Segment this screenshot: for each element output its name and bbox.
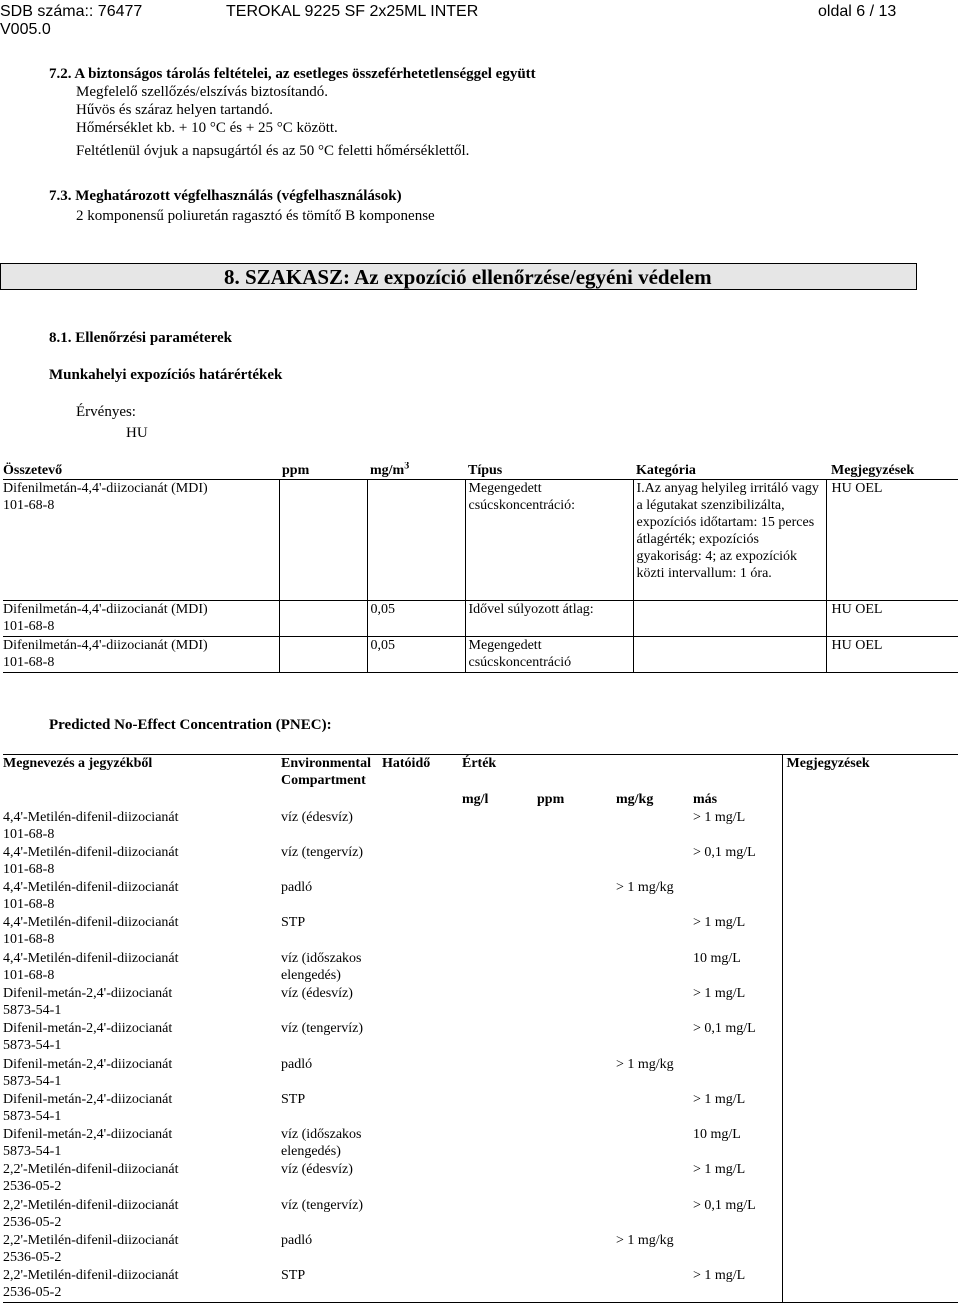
col-other: más	[690, 791, 782, 809]
substance-cell	[3, 844, 275, 879]
notes-cell	[782, 1197, 958, 1232]
compartment-cell: víz (édesvíz)	[281, 1162, 353, 1178]
notes-cell	[782, 950, 958, 985]
time-cell	[379, 1126, 458, 1161]
time-cell	[379, 950, 458, 985]
notes-cell	[782, 1161, 958, 1196]
oel-header-row	[3, 462, 958, 480]
component-cas: 101-68-8	[3, 498, 55, 513]
substance-cas: 101-68-8	[3, 967, 55, 983]
other-cell: > 1 mg/L	[690, 1267, 782, 1302]
pnec-heading: Predicted No-Effect Concentration (PNEC):	[49, 717, 332, 733]
other-cell	[690, 879, 782, 914]
substance-name: Difenil-metán-2,4'-diizocianát	[3, 985, 173, 1001]
substance-cell	[3, 809, 275, 844]
col-notes: Megjegyzések	[831, 463, 915, 478]
mgl-cell	[458, 1267, 534, 1302]
page-number: oldal 6 / 13	[818, 3, 897, 20]
time-cell	[379, 1232, 458, 1267]
substance-name: 4,4'-Metilén-difenil-diizocianát	[3, 915, 179, 931]
version: V005.0	[0, 21, 51, 38]
substance-cas: 2536-05-2	[3, 1179, 62, 1195]
table-row	[3, 844, 958, 879]
table-row	[3, 637, 958, 673]
mgkg-cell: > 1 mg/kg	[616, 880, 674, 896]
ppm-cell	[534, 879, 614, 914]
col-ppm: ppm	[282, 463, 310, 478]
table-row	[3, 601, 958, 637]
compartment-cell: STP	[281, 1268, 306, 1284]
col-compartment: Environmental Compartment	[281, 756, 371, 788]
mgkg-cell	[614, 1267, 690, 1302]
storage-line: Hőmérséklet kb. + 10 °C és + 25 °C között.	[76, 120, 338, 136]
substance-cas: 101-68-8	[3, 932, 55, 948]
section-8-title: 8. SZAKASZ: Az expozíció ellenőrzése/egyéni védelem	[224, 265, 712, 289]
notes-cell	[782, 914, 958, 949]
mgkg-cell: > 1 mg/kg	[616, 1056, 674, 1072]
notes-cell: HU OEL	[831, 638, 883, 653]
substance-cas: 101-68-8	[3, 861, 55, 877]
time-cell	[379, 1056, 458, 1091]
sdb-number: SDB száma:: 76477	[0, 3, 143, 20]
mgkg-cell	[614, 844, 690, 879]
substance-name: 4,4'-Metilén-difenil-diizocianát	[3, 844, 179, 860]
other-cell: 10 mg/L	[690, 1126, 782, 1161]
storage-line: Megfelelő szellőzés/elszívás biztosítandó.	[76, 84, 329, 100]
component-cell	[3, 637, 279, 673]
mgm3-cell	[367, 480, 465, 601]
ppm-cell	[279, 601, 367, 637]
notes-cell: HU OEL	[831, 602, 883, 617]
mgl-cell	[458, 1232, 534, 1267]
time-cell	[379, 914, 458, 949]
substance-cas: 5873-54-1	[3, 1144, 62, 1160]
time-cell	[379, 1197, 458, 1232]
other-cell: > 1 mg/L	[690, 985, 782, 1020]
col-value: Érték	[458, 755, 782, 791]
ppm-cell	[534, 1091, 614, 1126]
ppm-cell	[279, 480, 367, 601]
pnec-body	[3, 809, 958, 1303]
ppm-cell	[534, 844, 614, 879]
mgl-cell	[458, 1020, 534, 1055]
substance-cell	[3, 1161, 275, 1196]
notes-cell	[782, 1267, 958, 1302]
table-row	[3, 480, 958, 601]
component-cell	[3, 480, 279, 601]
storage-line: Hűvös és száraz helyen tartandó.	[76, 102, 274, 118]
substance-cell	[3, 1091, 275, 1126]
section-8-banner	[0, 263, 917, 290]
col-mgm3	[367, 462, 465, 480]
notes-cell	[782, 985, 958, 1020]
ppm-cell	[534, 1161, 614, 1196]
other-cell: > 1 mg/L	[690, 1161, 782, 1196]
compartment-cell: víz (tengervíz)	[281, 1021, 364, 1037]
substance-name: 2,2'-Metilén-difenil-diizocianát	[3, 1197, 179, 1213]
compartment-cell: víz (tengervíz)	[281, 1197, 364, 1213]
mgkg-cell	[614, 1197, 690, 1232]
table-row	[3, 1126, 958, 1161]
compartment-cell: STP	[281, 915, 306, 931]
ppm-cell	[534, 1232, 614, 1267]
table-row	[3, 1197, 958, 1232]
notes-cell	[782, 809, 958, 844]
mgl-cell	[458, 1056, 534, 1091]
ppm-cell	[534, 809, 614, 844]
valid-label: Érvényes:	[76, 404, 136, 420]
substance-cas: 5873-54-1	[3, 1108, 62, 1124]
mgl-cell	[458, 879, 534, 914]
pnec-table	[3, 754, 958, 1303]
table-row	[3, 1056, 958, 1091]
substance-cell	[3, 1126, 275, 1161]
mgkg-cell	[614, 1020, 690, 1055]
ppm-cell	[534, 1267, 614, 1302]
ppm-cell	[534, 950, 614, 985]
section-8-1-heading: 8.1. Ellenőrzési paraméterek	[49, 330, 233, 346]
substance-name: 2,2'-Metilén-difenil-diizocianát	[3, 1233, 179, 1249]
col-mgkg: mg/kg	[616, 791, 654, 807]
substance-cell	[3, 1232, 275, 1267]
mgkg-cell	[614, 1161, 690, 1196]
time-cell	[379, 1020, 458, 1055]
component-name: Difenilmetán-4,4'-diizocianát (MDI)	[3, 602, 208, 617]
substance-cell	[3, 1197, 275, 1232]
col-type: Típus	[468, 463, 503, 478]
col-mgl: mg/l	[462, 791, 489, 807]
substance-name: 2,2'-Metilén-difenil-diizocianát	[3, 1268, 179, 1284]
col-category: Kategória	[636, 463, 696, 478]
time-cell	[379, 1091, 458, 1126]
substance-name: 2,2'-Metilén-difenil-diizocianát	[3, 1162, 179, 1178]
compartment-cell: padló	[281, 1233, 313, 1249]
component-cell	[3, 601, 279, 637]
storage-line: Feltétlenül óvjuk a napsugártól és az 50 °C feletti hőmérséklettől.	[76, 143, 470, 159]
component-name: Difenilmetán-4,4'-diizocianát (MDI)	[3, 481, 208, 496]
notes-cell	[782, 1056, 958, 1091]
mgkg-cell	[614, 914, 690, 949]
substance-name: 4,4'-Metilén-difenil-diizocianát	[3, 809, 179, 825]
substance-cas: 2536-05-2	[3, 1285, 62, 1301]
type-cell: Megengedett csúcskoncentráció:	[465, 480, 633, 601]
col-name: Megnevezés a jegyzékből	[3, 756, 153, 771]
time-cell	[379, 1267, 458, 1302]
ppm-cell	[534, 914, 614, 949]
compartment-cell: víz (tengervíz)	[281, 844, 364, 860]
mgl-cell	[458, 914, 534, 949]
substance-cell	[3, 879, 275, 914]
table-row	[3, 1020, 958, 1055]
col-ppm: ppm	[537, 791, 565, 807]
oel-table	[3, 462, 958, 673]
pnec-subheader-row	[3, 791, 958, 809]
time-cell	[379, 844, 458, 879]
col-notes: Megjegyzések	[786, 756, 870, 771]
col-component: Összetevő	[3, 463, 63, 478]
substance-name: Difenil-metán-2,4'-diizocianát	[3, 1021, 173, 1037]
ppm-cell	[534, 1020, 614, 1055]
ppm-cell	[279, 637, 367, 673]
substance-name: 4,4'-Metilén-difenil-diizocianát	[3, 950, 179, 966]
notes-cell: HU OEL	[831, 481, 883, 496]
section-7-3-heading: 7.3. Meghatározott végfelhasználás (végfelhasználások)	[49, 188, 402, 204]
compartment-cell: padló	[281, 880, 313, 896]
mgl-cell	[458, 985, 534, 1020]
mgkg-cell	[614, 1126, 690, 1161]
compartment-cell: STP	[281, 1091, 306, 1107]
mgm3-label: mg/m	[370, 463, 405, 478]
substance-cell	[3, 1020, 275, 1055]
mgl-cell	[458, 1126, 534, 1161]
time-cell	[379, 809, 458, 844]
mgl-cell	[458, 950, 534, 985]
notes-cell	[782, 1091, 958, 1126]
mgl-cell	[458, 1091, 534, 1126]
other-cell: > 1 mg/L	[690, 1091, 782, 1126]
substance-cas: 5873-54-1	[3, 1038, 62, 1054]
category-cell	[633, 601, 826, 637]
mgkg-cell	[614, 1091, 690, 1126]
ppm-cell	[534, 1197, 614, 1232]
other-cell: > 0,1 mg/L	[690, 1020, 782, 1055]
time-cell	[379, 985, 458, 1020]
pnec-header-row	[3, 755, 958, 791]
notes-cell	[782, 1232, 958, 1267]
component-cas: 101-68-8	[3, 655, 55, 670]
notes-cell	[782, 1126, 958, 1161]
mgkg-cell	[614, 809, 690, 844]
component-cas: 101-68-8	[3, 619, 55, 634]
mgkg-cell	[614, 985, 690, 1020]
substance-cell	[3, 1056, 275, 1091]
compartment-cell: padló	[281, 1056, 313, 1072]
other-cell: > 1 mg/L	[690, 914, 782, 949]
type-cell: Idővel súlyozott átlag:	[465, 601, 633, 637]
substance-cell	[3, 1267, 275, 1302]
mgl-cell	[458, 844, 534, 879]
substance-cas: 2536-05-2	[3, 1250, 62, 1266]
ppm-cell	[534, 1126, 614, 1161]
mgm3-cell: 0,05	[367, 601, 465, 637]
compartment-cell: víz (édesvíz)	[281, 809, 353, 825]
end-use-line: 2 komponensű poliuretán ragasztó és tömítő B komponense	[76, 208, 435, 224]
notes-cell	[782, 1020, 958, 1055]
time-cell	[379, 1161, 458, 1196]
category-cell	[633, 637, 826, 673]
type-cell: Megengedett csúcskoncentráció	[465, 637, 633, 673]
valid-country: HU	[126, 425, 148, 441]
substance-name: Difenil-metán-2,4'-diizocianát	[3, 1056, 173, 1072]
oel-subheading: Munkahelyi expozíciós határértékek	[49, 367, 283, 383]
ppm-cell	[534, 1056, 614, 1091]
mgl-cell	[458, 809, 534, 844]
category-cell: I.Az anyag helyileg irritáló vagy a légutakat szenzibilizálta, expozíciós időtartam: 15 perces átlagérték; expozíciós gyakoriság: 4; az expozíciók közti intervallum: 1 óra.	[633, 480, 826, 601]
substance-cas: 5873-54-1	[3, 1002, 62, 1018]
substance-cas: 5873-54-1	[3, 1073, 62, 1089]
table-row	[3, 985, 958, 1020]
substance-cas: 101-68-8	[3, 826, 55, 842]
compartment-cell: víz (édesvíz)	[281, 985, 353, 1001]
other-cell: > 1 mg/L	[690, 809, 782, 844]
substance-name: 4,4'-Metilén-difenil-diizocianát	[3, 880, 179, 896]
substance-cas: 101-68-8	[3, 897, 55, 913]
other-cell: > 0,1 mg/L	[690, 1197, 782, 1232]
notes-cell	[782, 844, 958, 879]
mgkg-cell: > 1 mg/kg	[616, 1233, 674, 1249]
time-cell	[379, 879, 458, 914]
table-row	[3, 950, 958, 985]
other-cell	[690, 1056, 782, 1091]
col-time: Hatóidő	[382, 756, 431, 771]
table-row	[3, 1232, 958, 1267]
section-7-2-heading: 7.2. A biztonságos tárolás feltételei, az esetleges összeférhetetlenséggel együtt	[49, 66, 536, 82]
ppm-cell	[534, 985, 614, 1020]
substance-cell	[3, 985, 275, 1020]
mgkg-cell	[614, 950, 690, 985]
mgl-cell	[458, 1161, 534, 1196]
table-row	[3, 879, 958, 914]
substance-name: Difenil-metán-2,4'-diizocianát	[3, 1127, 173, 1143]
notes-cell	[782, 879, 958, 914]
mgm3-cell: 0,05	[367, 637, 465, 673]
substance-cas: 2536-05-2	[3, 1214, 62, 1230]
other-cell: > 0,1 mg/L	[690, 844, 782, 879]
substance-cell	[3, 914, 275, 949]
table-row	[3, 914, 958, 949]
component-name: Difenilmetán-4,4'-diizocianát (MDI)	[3, 638, 208, 653]
other-cell: 10 mg/L	[690, 950, 782, 985]
table-row	[3, 1091, 958, 1126]
other-cell	[690, 1232, 782, 1267]
substance-name: Difenil-metán-2,4'-diizocianát	[3, 1091, 173, 1107]
mgm3-sup: 3	[404, 462, 410, 472]
table-row	[3, 1267, 958, 1302]
compartment-cell: víz (időszakos elengedés)	[281, 1127, 362, 1160]
mgl-cell	[458, 1197, 534, 1232]
product-name: TEROKAL 9225 SF 2x25ML INTER	[226, 3, 479, 20]
substance-cell	[3, 950, 275, 985]
compartment-cell: víz (időszakos elengedés)	[281, 950, 362, 983]
table-row	[3, 809, 958, 844]
table-row	[3, 1161, 958, 1196]
